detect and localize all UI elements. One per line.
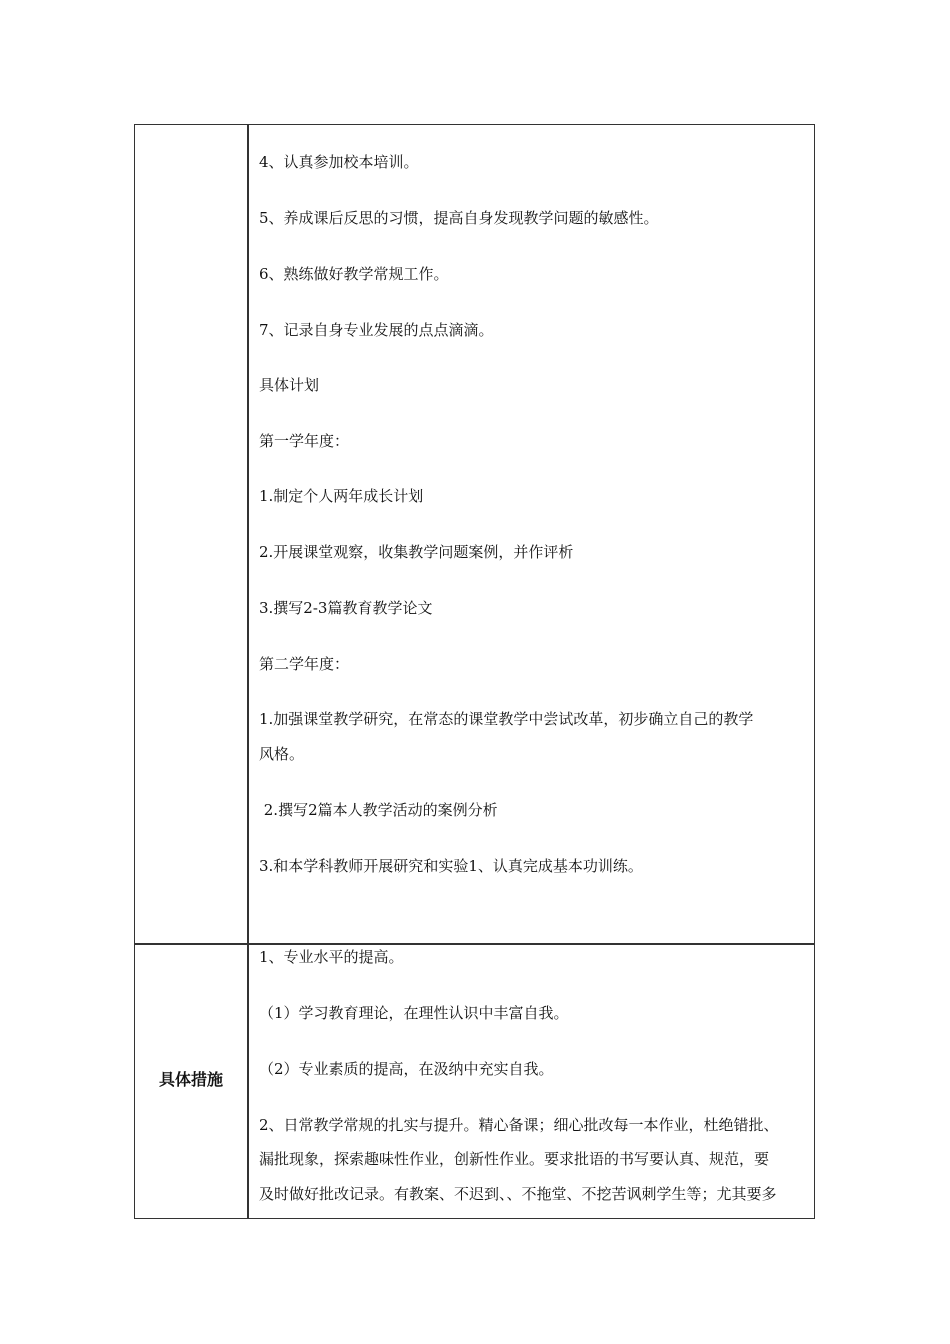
plan-line: 1.制定个人两年成长计划 [259,487,424,505]
measure-line: 及时做好批改记录。有教案、不迟到、、不拖堂、不挖苦讽刺学生等；尤其要多 [259,1185,777,1203]
plan-line: 4、认真参加校本培训。 [259,153,419,171]
plan-line: 2.开展课堂观察，收集教学问题案例，并作评析 [259,543,574,561]
plan-year-heading: 第一学年度： [259,432,350,450]
plan-line: 7、记录自身专业发展的点点滴滴。 [259,321,494,339]
plan-line: 3.和本学科教师开展研究和实验1、认真完成基本功训练。 [259,857,643,875]
measure-line: （1）学习教育理论，在理性认识中丰富自我。 [259,1004,569,1022]
measure-line: 1、专业水平的提高。 [259,948,404,966]
plan-year-heading: 第二学年度： [259,655,350,673]
column-divider [247,125,249,1218]
plan-line: 风格。 [259,745,305,763]
plan-line: 6、熟练做好教学常规工作。 [259,265,449,283]
plan-table [134,124,815,1219]
measure-line: 2、日常教学常规的扎实与提升。精心备课；细心批改每一本作业，杜绝错批、 [259,1116,779,1134]
plan-line: 5、养成课后反思的习惯，提高自身发现教学问题的敏感性。 [259,209,659,227]
measure-line: 漏批现象，探索趣味性作业，创新性作业。要求批语的书写要认真、规范，要 [259,1150,770,1168]
plan-line: 2.撰写2篇本人教学活动的案例分析 [259,801,498,819]
measure-line: （2）专业素质的提高，在汲纳中充实自我。 [259,1060,554,1078]
row-divider [135,943,814,945]
plan-line: 3.撰写2-3篇教育教学论文 [259,599,433,617]
plan-line: 1.加强课堂教学研究，在常态的课堂教学中尝试改革，初步确立自己的教学 [259,710,754,728]
measures-label: 具体措施 [158,1070,223,1089]
plan-heading: 具体计划 [259,376,320,394]
